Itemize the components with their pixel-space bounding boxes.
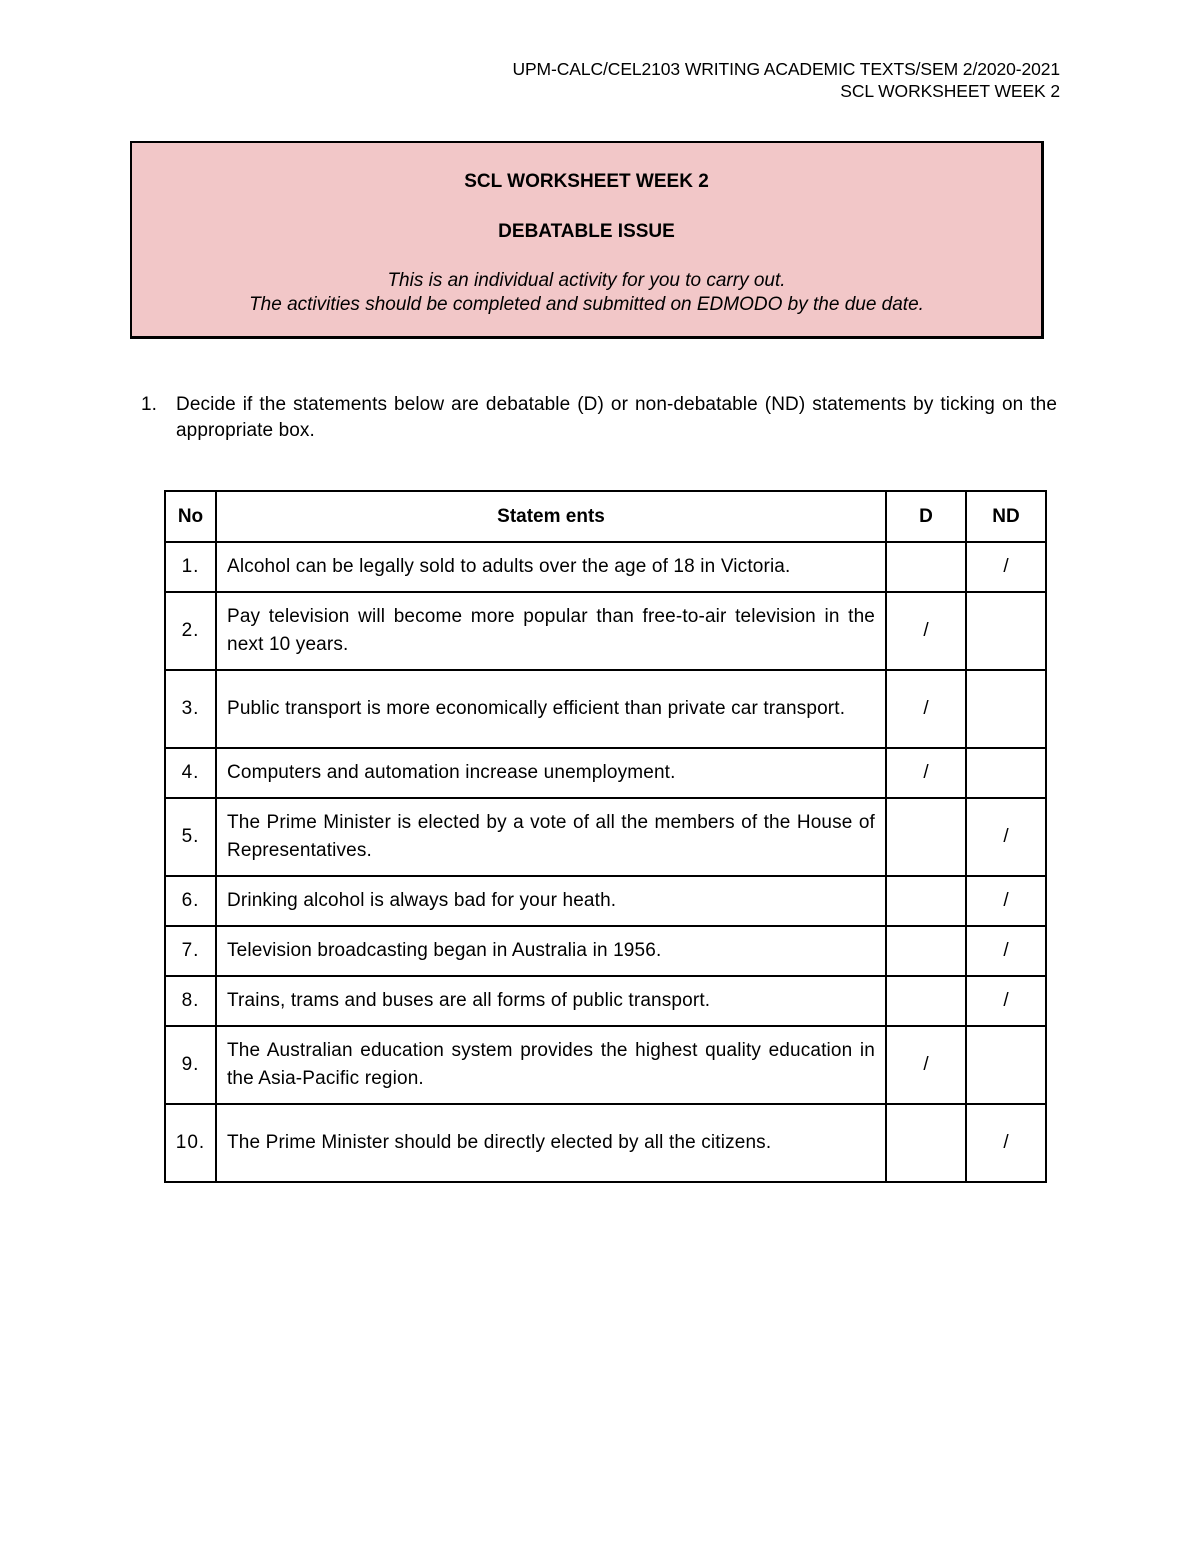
row-nd-box[interactable]: / [966,876,1046,926]
table-row [165,1026,1046,1104]
row-d-box[interactable] [886,542,966,592]
row-statement: Computers and automation increase unemployment. [216,748,886,798]
row-statement: Pay television will become more popular than free-to-air television in the next 10 years. [216,592,886,670]
row-statement: Trains, trams and buses are all forms of public transport. [216,976,886,1026]
table-row [165,1104,1046,1182]
row-nd-box[interactable]: / [966,542,1046,592]
row-statement: Alcohol can be legally sold to adults over the age of 18 in Victoria. [216,542,886,592]
banner-instructions [132,269,1041,317]
row-statement: The Australian education system provides the highest quality education in the Asia-Pacific region. [216,1026,886,1104]
table-row [165,926,1046,976]
banner-subtitle: DEBATABLE ISSUE [498,221,675,242]
row-statement: Television broadcasting began in Australia in 1956. [216,926,886,976]
banner-instruction-1: This is an individual activity for you to carry out. [387,270,786,291]
table-row [165,798,1046,876]
table-row [165,976,1046,1026]
banner-title: SCL WORKSHEET WEEK 2 [464,171,709,192]
row-d-box[interactable] [886,1104,966,1182]
table-row [165,670,1046,748]
row-nd-box[interactable]: / [966,1104,1046,1182]
row-nd-box[interactable] [966,670,1046,748]
row-d-box[interactable]: / [886,592,966,670]
row-number: 7. [165,926,216,976]
row-statement: The Prime Minister is elected by a vote of all the members of the House of Representatives. [216,798,886,876]
header-statements: Statem ents [216,491,886,542]
question-1 [141,392,1057,444]
table-row [165,592,1046,670]
row-d-box[interactable] [886,976,966,1026]
row-number: 2. [165,592,216,670]
table-header-row [165,491,1046,542]
row-d-box[interactable] [886,876,966,926]
row-statement: Drinking alcohol is always bad for your heath. [216,876,886,926]
header-no: No [165,491,216,542]
row-d-box[interactable]: / [886,670,966,748]
row-number: 10. [165,1104,216,1182]
row-d-box[interactable]: / [886,1026,966,1104]
row-number: 3. [165,670,216,748]
row-number: 4. [165,748,216,798]
row-nd-box[interactable] [966,748,1046,798]
question-number: 1. [141,394,158,415]
row-number: 5. [165,798,216,876]
header-worksheet-line: SCL WORKSHEET WEEK 2 [840,81,1060,101]
header-d: D [886,491,966,542]
header-course-line: UPM-CALC/CEL2103 WRITING ACADEMIC TEXTS/SEM 2/2020-2021 [512,59,1060,79]
table-row [165,542,1046,592]
row-nd-box[interactable] [966,1026,1046,1104]
row-number: 9. [165,1026,216,1104]
row-nd-box[interactable]: / [966,798,1046,876]
row-statement: The Prime Minister should be directly elected by all the citizens. [216,1104,886,1182]
page-header [512,58,1060,102]
row-nd-box[interactable] [966,592,1046,670]
title-banner [130,141,1044,339]
row-d-box[interactable] [886,798,966,876]
row-nd-box[interactable]: / [966,976,1046,1026]
row-number: 1. [165,542,216,592]
row-number: 6. [165,876,216,926]
statements-table [164,490,1047,1183]
banner-instruction-2: The activities should be completed and submitted on EDMODO by the due date. [249,294,924,315]
row-statement: Public transport is more economically efficient than private car transport. [216,670,886,748]
header-nd: ND [966,491,1046,542]
row-d-box[interactable]: / [886,748,966,798]
table-row [165,876,1046,926]
question-text: Decide if the statements below are debatable (D) or non-debatable (ND) statements by ticking on the appropriate box. [176,394,1057,441]
table-row [165,748,1046,798]
row-d-box[interactable] [886,926,966,976]
row-number: 8. [165,976,216,1026]
row-nd-box[interactable]: / [966,926,1046,976]
